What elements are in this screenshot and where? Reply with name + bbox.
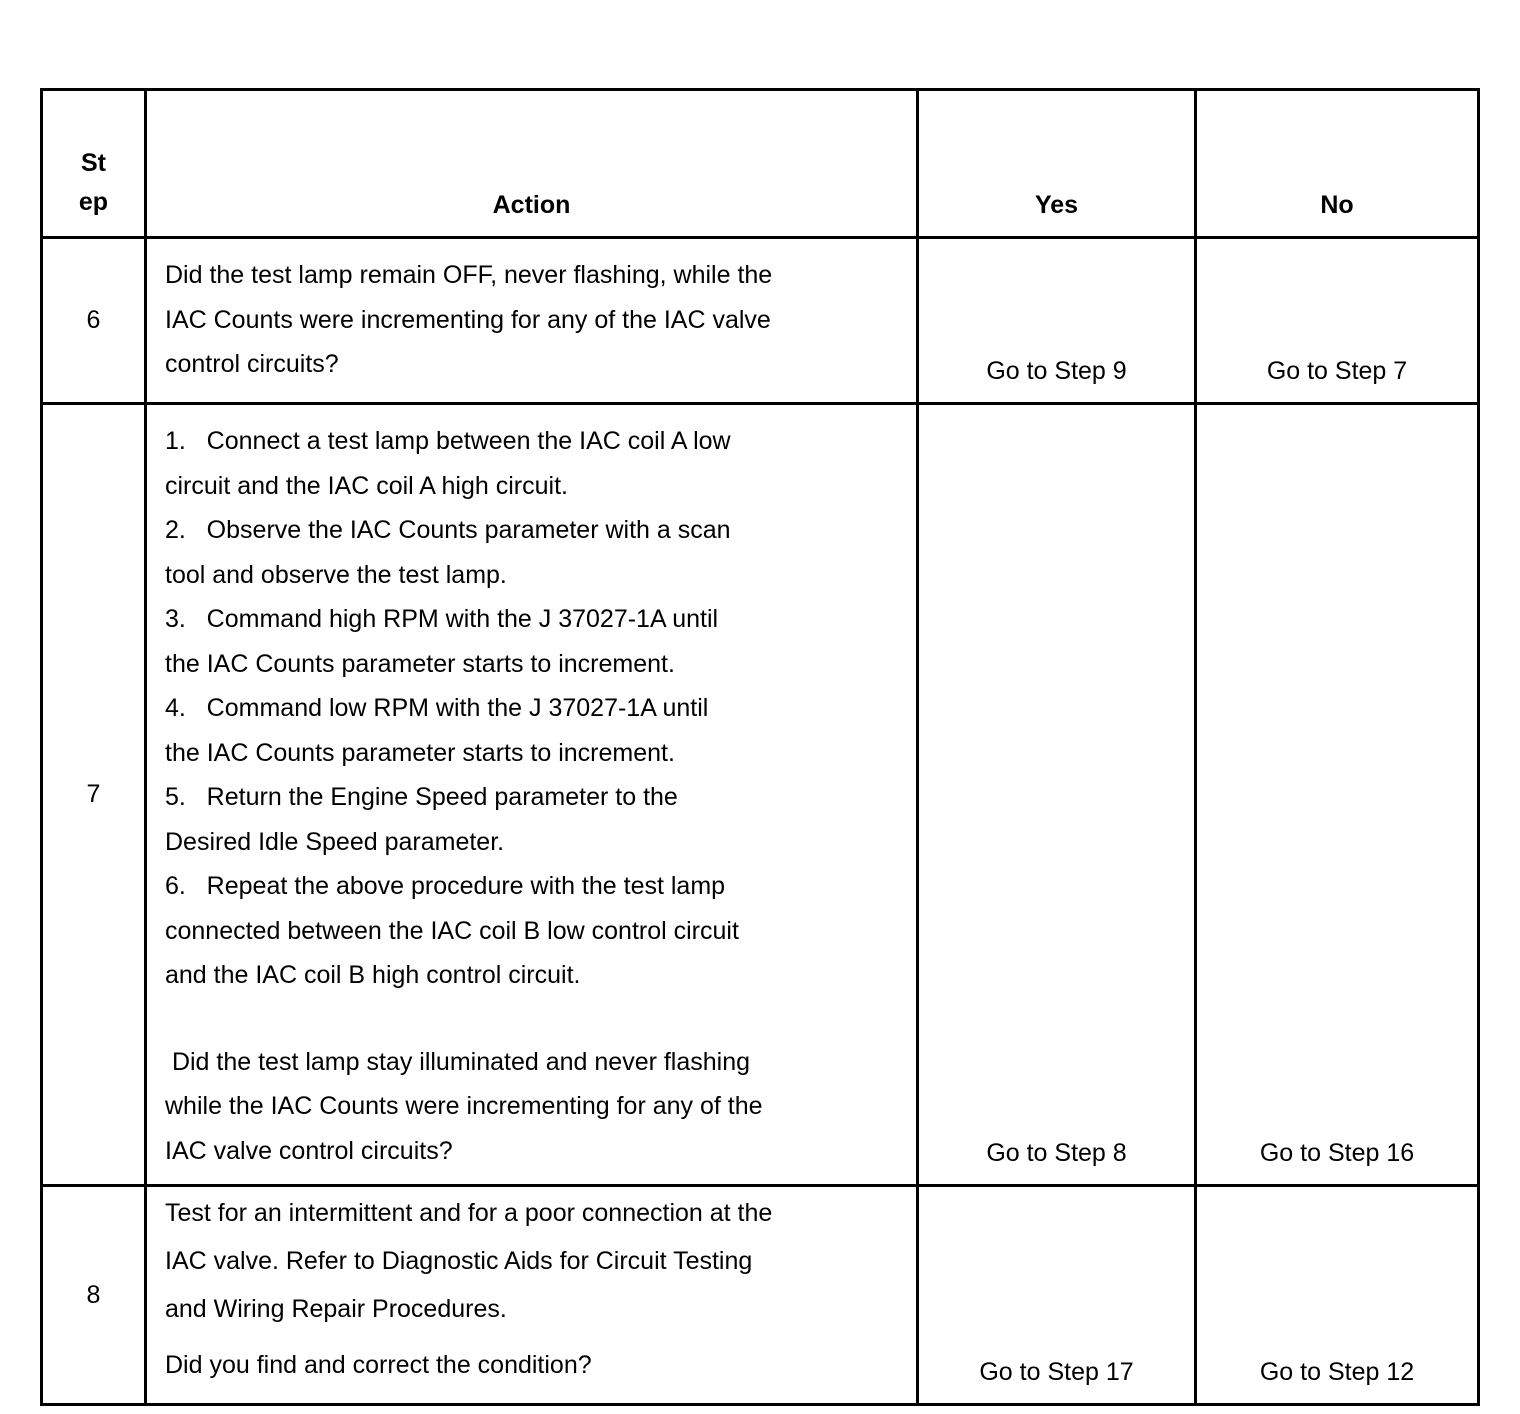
table-row xyxy=(42,238,1479,404)
action-line: 4. Command low RPM with the J 37027-1A until xyxy=(165,694,709,722)
action-line: tool and observe the test lamp. xyxy=(165,560,507,589)
action-line: circuit and the IAC coil A high circuit. xyxy=(165,471,568,500)
table-row xyxy=(42,1186,1479,1405)
header-step-line1: St xyxy=(81,149,106,177)
no-result: Go to Step 16 xyxy=(1196,404,1479,1186)
yes-result: Go to Step 8 xyxy=(918,404,1196,1186)
action-line: 2. Observe the IAC Counts parameter with a scan xyxy=(165,516,731,544)
spacer xyxy=(165,998,902,1040)
action-line: IAC valve. Refer to Diagnostic Aids for Circuit Testing xyxy=(165,1247,753,1275)
action-line: 5. Return the Engine Speed parameter to the xyxy=(165,783,678,811)
spacer xyxy=(165,1333,902,1341)
action-line: Test for an intermittent and for a poor connection at the xyxy=(165,1199,773,1227)
no-result: Go to Step 12 xyxy=(1196,1186,1479,1405)
action-cell xyxy=(146,404,918,1186)
action-line: IAC Counts were incrementing for any of the IAC valve xyxy=(165,305,771,334)
action-line: 3. Command high RPM with the J 37027-1A until xyxy=(165,605,719,633)
action-line: and Wiring Repair Procedures. xyxy=(165,1295,507,1323)
table-row xyxy=(42,404,1479,1186)
action-line: connected between the IAC coil B low control circuit xyxy=(165,916,739,945)
action-line: the IAC Counts parameter starts to increment. xyxy=(165,738,675,767)
action-line: 6. Repeat the above procedure with the test lamp xyxy=(165,872,726,900)
diagnostic-table xyxy=(40,88,1480,1406)
question-line: while the IAC Counts were incrementing for any of the xyxy=(165,1092,763,1120)
action-line: control circuits? xyxy=(165,350,339,378)
step-number: 8 xyxy=(42,1186,146,1405)
question-line: Did the test lamp stay illuminated and never flashing xyxy=(165,1047,751,1076)
header-no: No xyxy=(1196,90,1479,238)
header-yes: Yes xyxy=(918,90,1196,238)
yes-result: Go to Step 17 xyxy=(918,1186,1196,1405)
action-cell xyxy=(146,1186,918,1405)
step-number: 6 xyxy=(42,238,146,404)
question-line: Did you find and correct the condition? xyxy=(165,1351,592,1379)
action-cell xyxy=(146,238,918,404)
action-line: 1. Connect a test lamp between the IAC coil A low xyxy=(165,427,731,455)
action-line: and the IAC coil B high control circuit. xyxy=(165,961,581,989)
no-result: Go to Step 7 xyxy=(1196,238,1479,404)
step-number: 7 xyxy=(42,404,146,1186)
action-line: the IAC Counts parameter starts to increment. xyxy=(165,649,675,678)
question-line: IAC valve control circuits? xyxy=(165,1136,453,1165)
header-step-line2: ep xyxy=(78,188,109,216)
table-header-row xyxy=(42,90,1479,238)
action-line: Did the test lamp remain OFF, never flashing, while the xyxy=(165,261,773,289)
action-line: Desired Idle Speed parameter. xyxy=(165,827,505,856)
yes-result: Go to Step 9 xyxy=(918,238,1196,404)
header-step xyxy=(42,90,146,238)
header-action: Action xyxy=(146,90,918,238)
